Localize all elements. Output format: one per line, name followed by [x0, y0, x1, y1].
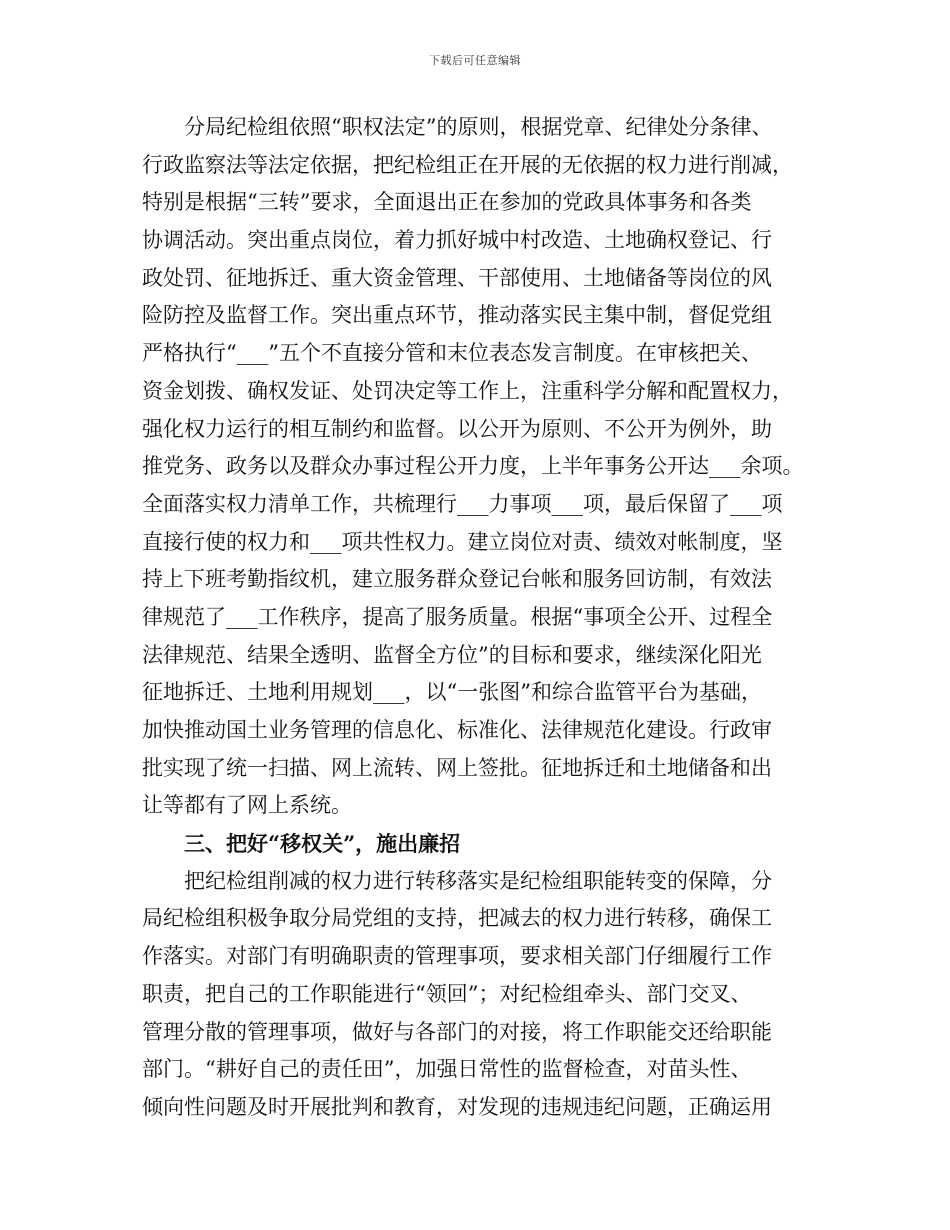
- paragraph-line: 征地拆迁、土地利用规划___，以“一张图”和综合监管平台为基础，: [142, 680, 762, 705]
- document-body: [142, 109, 814, 1127]
- paragraph-line: 行政监察法等法定依据，把纪检组正在开展的无依据的权力进行削减，: [142, 152, 793, 177]
- paragraph-line: 强化权力运行的相互制约和监督。以公开为原则、不公开为例外，助: [142, 416, 772, 441]
- paragraph-line: 职责，把自己的工作职能进行“领回”；对纪检组牵头、部门交叉、: [142, 981, 752, 1006]
- paragraph-line: 协调活动。突出重点岗位，着力抓好城中村改造、土地确权登记、行: [142, 228, 772, 253]
- paragraph-line: 让等都有了网上系统。: [142, 793, 352, 818]
- paragraph-line: 作落实。对部门有明确职责的管理事项，要求相关部门仔细履行工作: [142, 944, 772, 969]
- paragraph-line: 把纪检组削减的权力进行转移落实是纪检组职能转变的保障，分: [142, 868, 772, 893]
- paragraph-line: 管理分散的管理事项，做好与各部门的对接，将工作职能交还给职能: [142, 1019, 772, 1044]
- paragraph-line: 部门。“耕好自己的责任田”，加强日常性的监督检查，对苗头性、: [142, 1057, 752, 1082]
- paragraph-line: 资金划拨、确权发证、处罚决定等工作上，注重科学分解和配置权力，: [142, 378, 793, 403]
- paragraph-line: 持上下班考勤指纹机，建立服务群众登记台帐和服务回访制，有效法: [142, 567, 772, 592]
- paragraph-line: 特别是根据“三转”要求，全面退出正在参加的党政具体事务和各类: [142, 190, 752, 215]
- paragraph-line: 险防控及监督工作。突出重点环节，推动落实民主集中制，督促党组: [142, 303, 772, 328]
- paragraph-line: 严格执行“___”五个不直接分管和末位表态发言制度。在审核把关、: [142, 341, 762, 366]
- paragraph-line: 法律规范、结果全透明、监督全方位”的目标和要求，继续深化阳光: [142, 642, 762, 667]
- paragraph-line: 批实现了统一扫描、网上流转、网上签批。征地拆迁和土地储备和出: [142, 755, 772, 780]
- paragraph-line: 分局纪检组依照“职权法定”的原则，根据党章、纪律处分条律、: [142, 115, 773, 139]
- paragraph-line: 直接行使的权力和___项共性权力。建立岗位对责、绩效对帐制度，坚: [142, 529, 783, 554]
- paragraph-line: 推党务、政务以及群众办事过程公开力度，上半年事务公开达___余项。: [142, 454, 804, 479]
- paragraph-line: 全面落实权力清单工作，共梳理行___力事项___项，最后保留了___项: [142, 491, 783, 516]
- section-heading: 三、把好“移权关”，施出廉招: [142, 831, 461, 857]
- paragraph-line: 律规范了___工作秩序，提高了服务质量。根据“事项全公开、过程全: [142, 604, 773, 629]
- page-header: 下载后可任意编辑: [429, 54, 521, 67]
- paragraph-line: 局纪检组积极争取分局党组的支持，把减去的权力进行转移，确保工: [142, 906, 772, 931]
- paragraph-line: 政处罚、征地拆迁、重大资金管理、干部使用、土地储备等岗位的风: [142, 265, 772, 290]
- paragraph-line: 倾向性问题及时开展批判和教育，对发现的违规违纪问题，正确运用: [142, 1094, 772, 1119]
- paragraph-line: 加快推动国土业务管理的信息化、标准化、法律规范化建设。行政审: [142, 718, 772, 742]
